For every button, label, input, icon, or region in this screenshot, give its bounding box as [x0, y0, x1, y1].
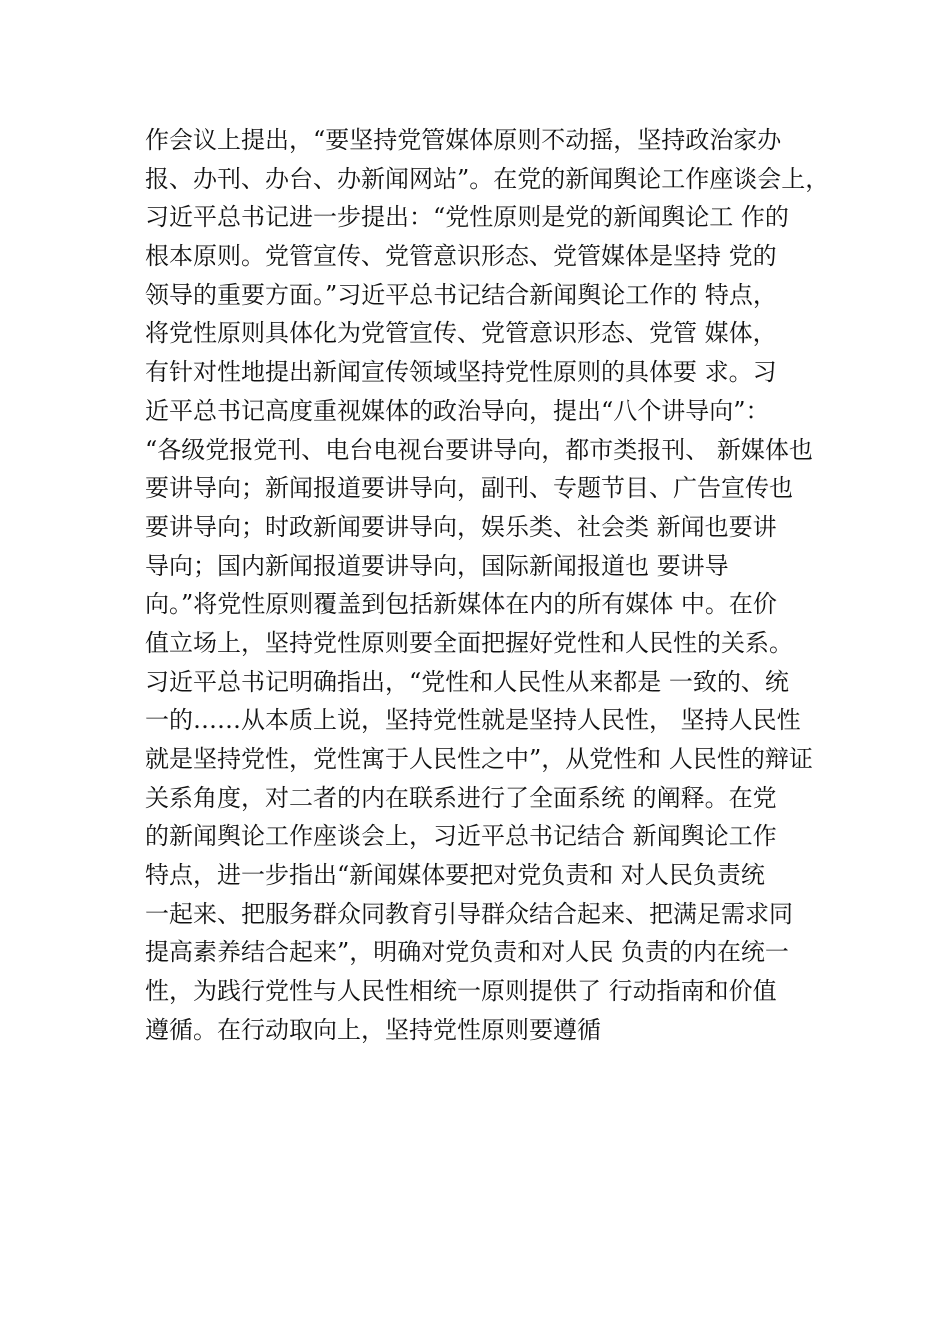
text-line: 要讲导向；新闻报道要讲导向，副刊、专题节目、广告宣传也 [145, 474, 793, 503]
text-line: 领导的重要方面。”习近平总书记结合新闻舆论工作的 特点， [145, 280, 777, 309]
text-line: 遵循。在行动取向上，坚持党性原则要遵循 [145, 1015, 601, 1044]
text-line: 向。”将党性原则覆盖到包括新媒体在内的所有媒体 中。在价 [145, 590, 777, 619]
text-line: 值立场上，坚持党性原则要全面把握好党性和人民性的关系。 [145, 628, 793, 657]
text-line: 根本原则。党管宣传、党管意识形态、党管媒体是坚持 党的 [145, 242, 777, 271]
text-line: 特点，进一步指出“新闻媒体要把对党负责和 对人民负责统 [145, 861, 765, 890]
text-line: 将党性原则具体化为党管宣传、党管意识形态、党管 媒体， [145, 319, 777, 348]
text-line: 导向；国内新闻报道要讲导向，国际新闻报道也 要讲导 [145, 551, 729, 580]
text-line: 近平总书记高度重视媒体的政治导向，提出“八个讲导向”： [145, 396, 770, 425]
text-line: 报、办刊、办台、办新闻网站”。在党的新闻舆论工作座谈会上， [145, 164, 830, 193]
text-line: 习近平总书记进一步提出：“党性原则是党的新闻舆论工 作的 [145, 203, 789, 232]
text-line: 就是坚持党性，党性寓于人民性之中”，从党性和 人民性的辩证 [145, 745, 813, 773]
text-line: 关系角度，对二者的内在联系进行了全面系统 的阐释。在党 [145, 783, 777, 812]
text-line: 的新闻舆论工作座谈会上，习近平总书记结合 新闻舆论工作 [145, 822, 777, 851]
text-line: 习近平总书记明确指出，“党性和人民性从来都是 一致的、统 [145, 667, 789, 696]
text-line: 一起来、把服务群众同教育引导群众结合起来、把满足需求同 [145, 899, 793, 928]
text-line: 有针对性地提出新闻宣传领域坚持党性原则的具体要 求。习 [145, 358, 777, 387]
body-text [145, 121, 845, 1050]
text-line: “各级党报党刊、电台电视台要讲导向，都市类报刊、 新媒体也 [145, 435, 813, 464]
text-line: 性，为践行党性与人民性相统一原则提供了 行动指南和价值 [145, 977, 777, 1006]
text-line: 一的……从本质上说，坚持党性就是坚持人民性， 坚持人民性 [145, 706, 801, 735]
text-line: 作会议上提出，“要坚持党管媒体原则不动摇，坚持政治家办 [145, 126, 782, 154]
text-line: 提高素养结合起来”，明确对党负责和对人民 负责的内在统一 [145, 938, 789, 967]
text-line: 要讲导向；时政新闻要讲导向，娱乐类、社会类 新闻也要讲 [145, 512, 777, 541]
